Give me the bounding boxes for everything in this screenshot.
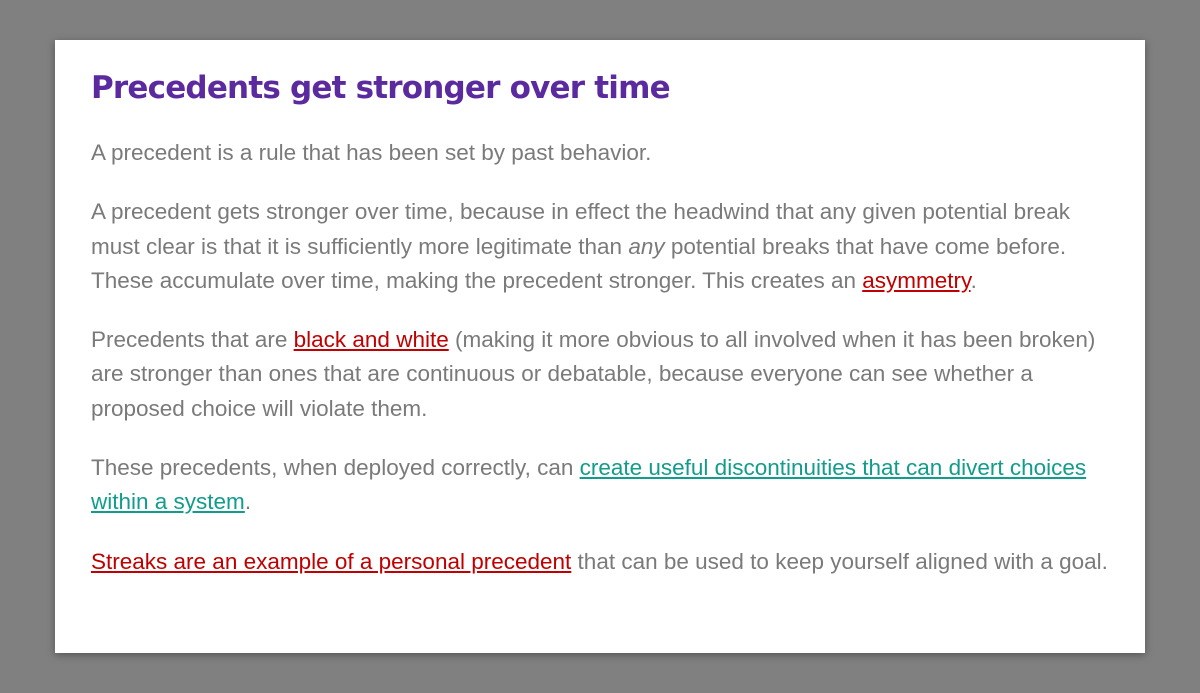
streaks-link[interactable]: Streaks are an example of a personal precedent: [91, 548, 572, 574]
paragraph-text: (making it more obvious to all involved when it has been broken) are stronger than ones that are continuous or debatable, because everyone can see whether a proposed choice will violate them.: [91, 327, 1096, 421]
paragraph-streaks: [91, 545, 1109, 579]
emphasis-any: any: [628, 233, 665, 259]
page-title: Precedents get stronger over time: [91, 70, 670, 106]
paragraph-text: A precedent gets stronger over time, because in effect the headwind that any given potential break must clear is that it is sufficiently more legitimate than: [91, 199, 1070, 259]
paragraph-text: A precedent is a rule that has been set by past behavior.: [91, 140, 652, 165]
paragraph-text: Precedents that are: [91, 327, 294, 353]
paragraph-black-and-white: [91, 323, 1109, 426]
discontinuities-link[interactable]: create useful discontinuities that can divert choices within a system: [91, 455, 1087, 515]
content-card: [55, 40, 1145, 653]
black-and-white-link[interactable]: black and white: [293, 327, 449, 353]
paragraph-text: potential breaks that have come before. These accumulate over time, making the precedent stronger. This creates an: [91, 233, 1067, 293]
paragraph-strength: [91, 195, 1109, 298]
paragraph-text: that can be used to keep yourself aligned with a goal.: [571, 548, 1108, 574]
asymmetry-link[interactable]: asymmetry: [862, 267, 971, 293]
paragraph-text: .: [244, 489, 252, 515]
paragraph-text: These precedents, when deployed correctly, can: [91, 455, 580, 481]
paragraph-discontinuities: [91, 451, 1109, 520]
paragraph-text: .: [970, 267, 977, 293]
paragraph-definition: [91, 136, 1109, 170]
